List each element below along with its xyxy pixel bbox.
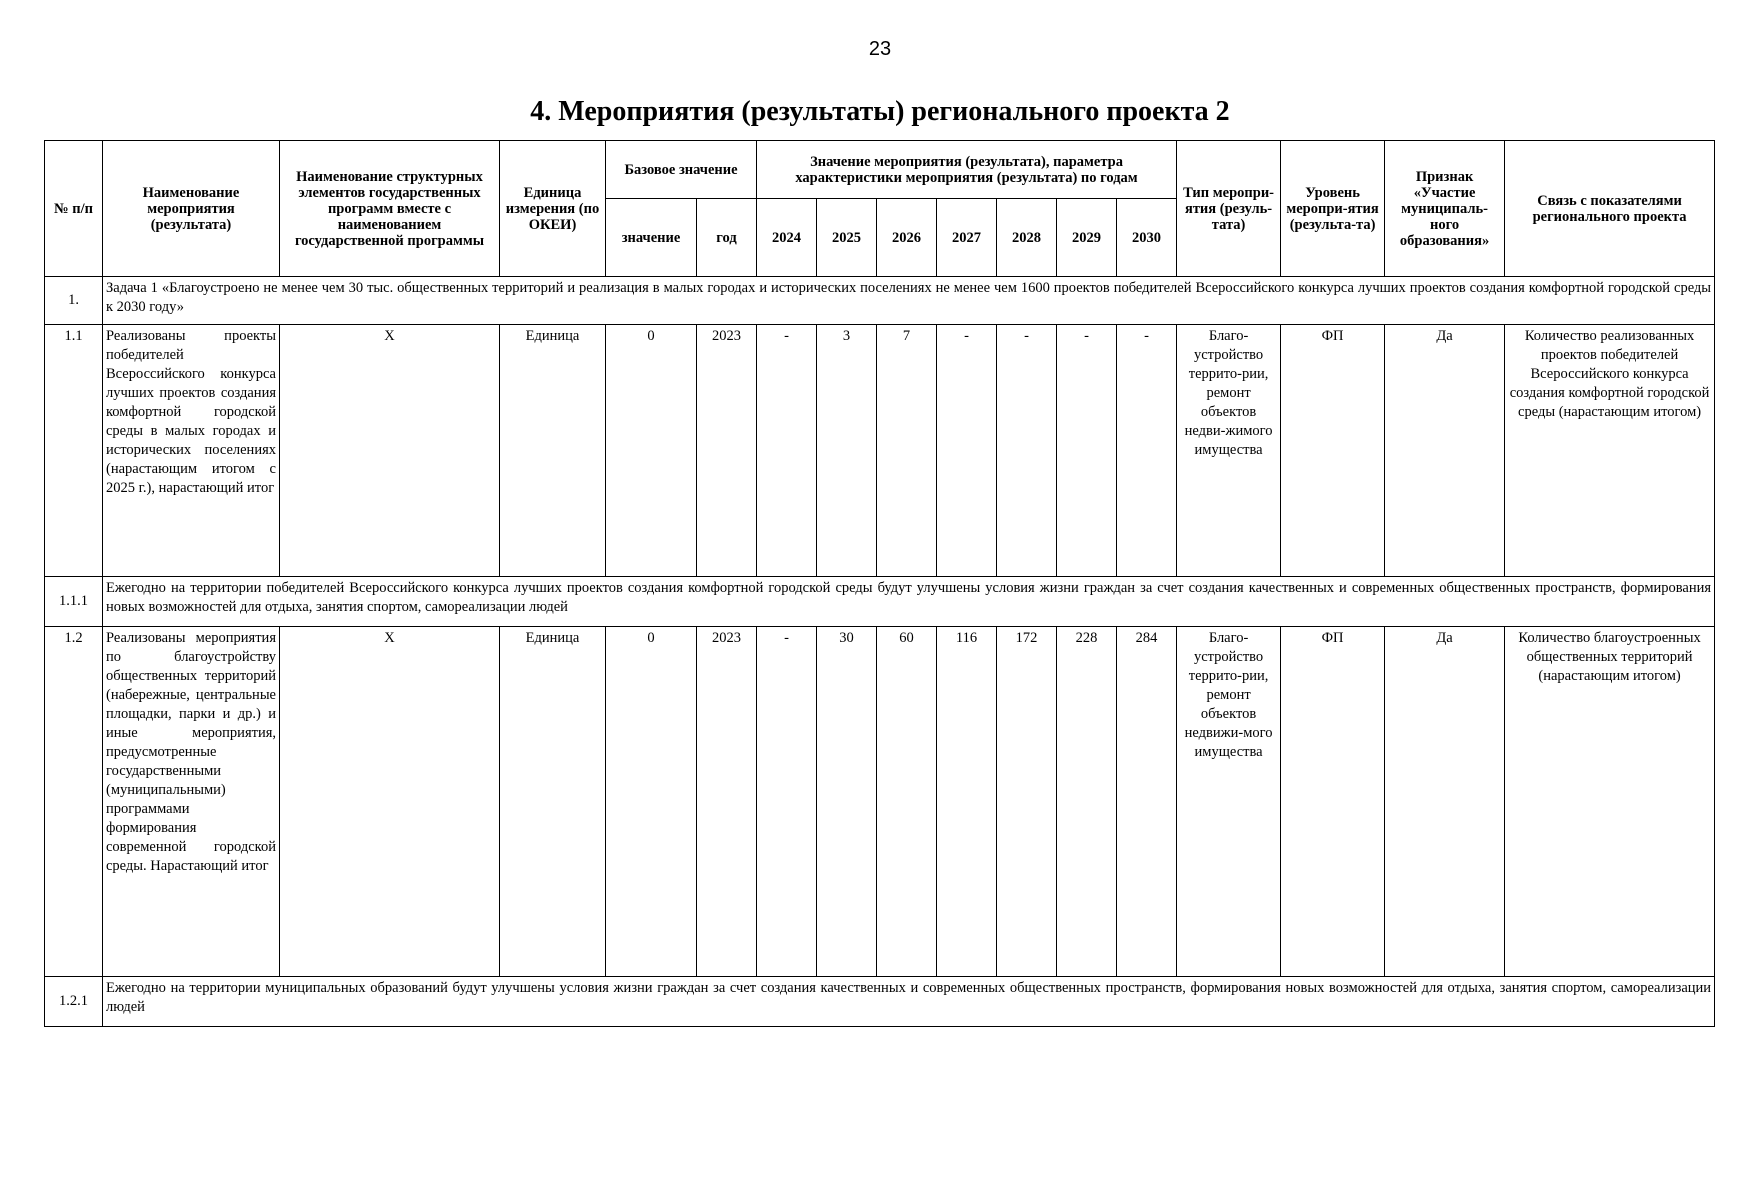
task-text: Задача 1 «Благоустроено не менее чем 30 тыс. общественных территорий и реализация в малых городах и исторических поселениях не менее чем 1600 проектов победителей Всероссийского конкурса лучших проектов создания комфортной городской среды к 2030 году» xyxy=(103,277,1715,325)
row-num: 1.1 xyxy=(45,325,103,577)
header-year: 2025 xyxy=(817,199,877,277)
row-municipal: Да xyxy=(1385,325,1505,577)
header-year: 2029 xyxy=(1057,199,1117,277)
header-year: 2030 xyxy=(1117,199,1177,277)
row-value: 116 xyxy=(937,627,997,977)
row-value: 3 xyxy=(817,325,877,577)
row-base-year: 2023 xyxy=(697,325,757,577)
row-value: 284 xyxy=(1117,627,1177,977)
row-unit: Единица xyxy=(500,325,606,577)
row-value: - xyxy=(937,325,997,577)
header-year: 2024 xyxy=(757,199,817,277)
header-num: № п/п xyxy=(45,141,103,277)
header-year: 2027 xyxy=(937,199,997,277)
sub-row-text: Ежегодно на территории победителей Всероссийского конкурса лучших проектов создания комфортной городской среды будут улучшены условия жизни граждан за счет создания качественных и современных общественных пространств, формирования новых возможностей для отдыха, занятия спортом, самореализации людей xyxy=(103,577,1715,627)
header-row-top xyxy=(45,141,1715,199)
task-num: 1. xyxy=(45,277,103,325)
row-structural: X xyxy=(280,325,500,577)
row-link: Количество реализованных проектов победителей Всероссийского конкурса создания комфортной городской среды (нарастающим итогом) xyxy=(1505,325,1715,577)
header-base-value: значение xyxy=(606,199,697,277)
header-level: Уровень меропри-ятия (результа-та) xyxy=(1281,141,1385,277)
row-structural: X xyxy=(280,627,500,977)
row-value: - xyxy=(757,627,817,977)
sub-row xyxy=(45,977,1715,1027)
row-link: Количество благоустроенных общественных территорий (нарастающим итогом) xyxy=(1505,627,1715,977)
sub-row-text: Ежегодно на территории муниципальных образований будут улучшены условия жизни граждан за счет создания качественных и современных общественных пространств, формирования новых возможностей для отдыха, занятия спортом, самореализации людей xyxy=(103,977,1715,1027)
page-number: 23 xyxy=(868,38,892,60)
row-value: - xyxy=(757,325,817,577)
header-type: Тип меропри-ятия (резуль-тата) xyxy=(1177,141,1281,277)
row-value: - xyxy=(997,325,1057,577)
header-values-group: Значение мероприятия (результата), параметра характеристики мероприятия (результата) по годам xyxy=(757,141,1177,199)
row-value: - xyxy=(1057,325,1117,577)
header-year: 2026 xyxy=(877,199,937,277)
page-title: 4. Мероприятия (результаты) регионального проекта 2 xyxy=(530,96,1230,127)
row-base-year: 2023 xyxy=(697,627,757,977)
row-base-value: 0 xyxy=(606,627,697,977)
sub-row-num: 1.2.1 xyxy=(45,977,103,1027)
header-base-year: год xyxy=(697,199,757,277)
row-value: 60 xyxy=(877,627,937,977)
row-level: ФП xyxy=(1281,627,1385,977)
table-row xyxy=(45,627,1715,977)
projects-table xyxy=(44,140,1715,1027)
row-type: Благо-устройство террито-рии, ремонт объектов недвижи-мого имущества xyxy=(1177,627,1281,977)
row-base-value: 0 xyxy=(606,325,697,577)
row-level: ФП xyxy=(1281,325,1385,577)
row-unit: Единица xyxy=(500,627,606,977)
table-row xyxy=(45,325,1715,577)
row-value: 172 xyxy=(997,627,1057,977)
sub-row xyxy=(45,577,1715,627)
sub-row-num: 1.1.1 xyxy=(45,577,103,627)
header-name: Наименование мероприятия (результата) xyxy=(103,141,280,277)
row-name: Реализованы мероприятия по благоустройству общественных территорий (набережные, центральные площадки, парки и др.) и иные мероприятия, предусмотренные государственными (муниципальными) программами формирования современной городской среды. Нарастающий итог xyxy=(103,627,280,977)
row-value: 7 xyxy=(877,325,937,577)
row-name: Реализованы проекты победителей Всероссийского конкурса лучших проектов создания комфортной городской среды в малых городах и исторических поселениях (нарастающим итогом с 2025 г.), нарастающий итог xyxy=(103,325,280,577)
header-municipal: Признак «Участие муниципаль-ного образования» xyxy=(1385,141,1505,277)
row-num: 1.2 xyxy=(45,627,103,977)
task-row xyxy=(45,277,1715,325)
header-structural: Наименование структурных элементов государственных программ вместе с наименованием государственной программы xyxy=(280,141,500,277)
header-year: 2028 xyxy=(997,199,1057,277)
row-type: Благо-устройство террито-рии, ремонт объектов недви-жимого имущества xyxy=(1177,325,1281,577)
row-municipal: Да xyxy=(1385,627,1505,977)
header-base: Базовое значение xyxy=(606,141,757,199)
row-value: 30 xyxy=(817,627,877,977)
header-unit: Единица измерения (по ОКЕИ) xyxy=(500,141,606,277)
header-link: Связь с показателями регионального проекта xyxy=(1505,141,1715,277)
row-value: 228 xyxy=(1057,627,1117,977)
row-value: - xyxy=(1117,325,1177,577)
